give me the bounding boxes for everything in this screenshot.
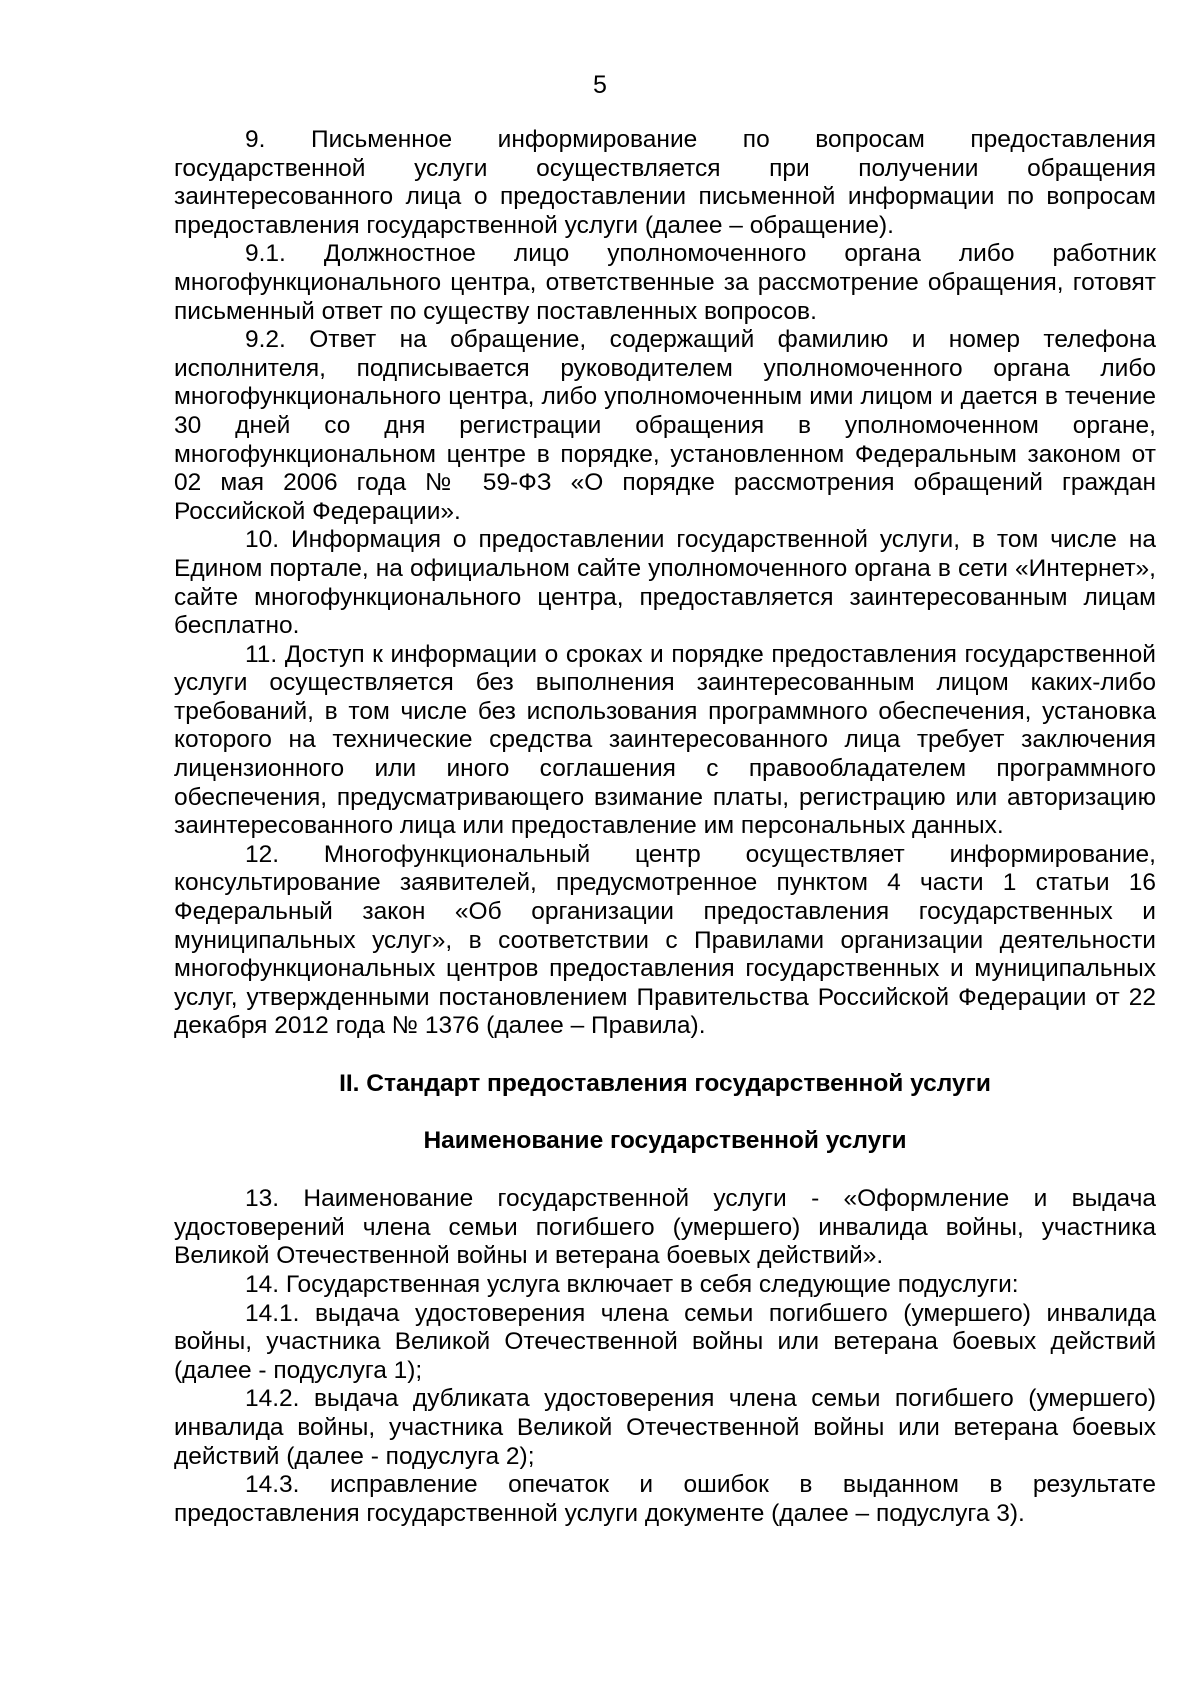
paragraph-13: 13. Наименование государственной услуги - «Оформление и выдача удостоверений члена семьи погибшего (умершего) инвалида войны, участника Великой Отечественной войны и ветерана боевых действий». [174,1185,1156,1270]
subsection-heading: Наименование государственной услуги [423,1126,907,1154]
document-body [174,126,1156,1528]
paragraph-14: 14. Государственная услуга включает в себя следующие подуслуги: [245,1270,1019,1298]
paragraph-12: 12. Многофункциональный центр осуществляет информирование, консультирование заявителей, предусмотренное пунктом 4 части 1 статьи 16 Федеральный закон «Об организации предоставления государственных и муниципальных услуг», в соответствии с Правилами организации деятельности многофункциональных центров предоставления государственных и муниципальных услуг, утвержденными постановлением Правительства Российской Федерации от 22 декабря 2012 года № 1376 (далее – Правила). [174,840,1156,1040]
paragraph-14-1: 14.1. выдача удостоверения члена семьи погибшего (умершего) инвалида войны, участника Великой Отечественной войны или ветерана боевых действий (далее - подуслуга 1); [174,1299,1156,1384]
paragraph-14-2: 14.2. выдача дубликата удостоверения члена семьи погибшего (умершего) инвалида войны, участника Великой Отечественной войны или ветерана боевых действий (далее - подуслуга 2); [174,1385,1156,1470]
paragraph-9: 9. Письменное информирование по вопросам предоставления государственной услуги осуществляется при получении обращения заинтересованного лица о предоставлении письменной информации по вопросам предоставления государственной услуги (далее – обращение). [174,126,1156,239]
paragraph-14-3: 14.3. исправление опечаток и ошибок в выданном в результате предоставления государственной услуги документе (далее – подуслуга 3). [174,1471,1156,1527]
page-number: 5 [593,71,607,99]
paragraph-10: 10. Информация о предоставлении государственной услуги, в том числе на Едином портале, на официальном сайте уполномоченного органа в сети «Интернет», сайте многофункционального центра, предоставляется заинтересованным лицам бесплатно. [174,526,1156,640]
section-heading: II. Стандарт предоставления государственной услуги [339,1070,991,1097]
paragraph-9-2: 9.2. Ответ на обращение, содержащий фамилию и номер телефона исполнителя, подписывается руководителем уполномоченного органа либо многофункционального центра, либо уполномоченным ими лицом и дается в течение 30 дней со дня регистрации обращения в уполномоченном органе, многофункциональном центре в порядке, установленном Федеральным законом от 02 мая 2006 года № 59-ФЗ «О порядке рассмотрения обращений граждан Российской Федерации». [174,326,1156,525]
paragraph-11: 11. Доступ к информации о сроках и порядке предоставления государственной услуги осуществляется без выполнения заинтересованным лицом каких-либо требований, в том числе без использования программного обеспечения, установка которого на технические средства заинтересованного лица требует заключения лицензионного или иного соглашения с правообладателем программного обеспечения, предусматривающего взимание платы, регистрацию или авторизацию заинтересованного лица или предоставление им персональных данных. [174,640,1156,840]
paragraph-9-1: 9.1. Должностное лицо уполномоченного органа либо работник многофункционального центра, ответственные за рассмотрение обращения, готовят письменный ответ по существу поставленных вопросов. [174,240,1156,325]
